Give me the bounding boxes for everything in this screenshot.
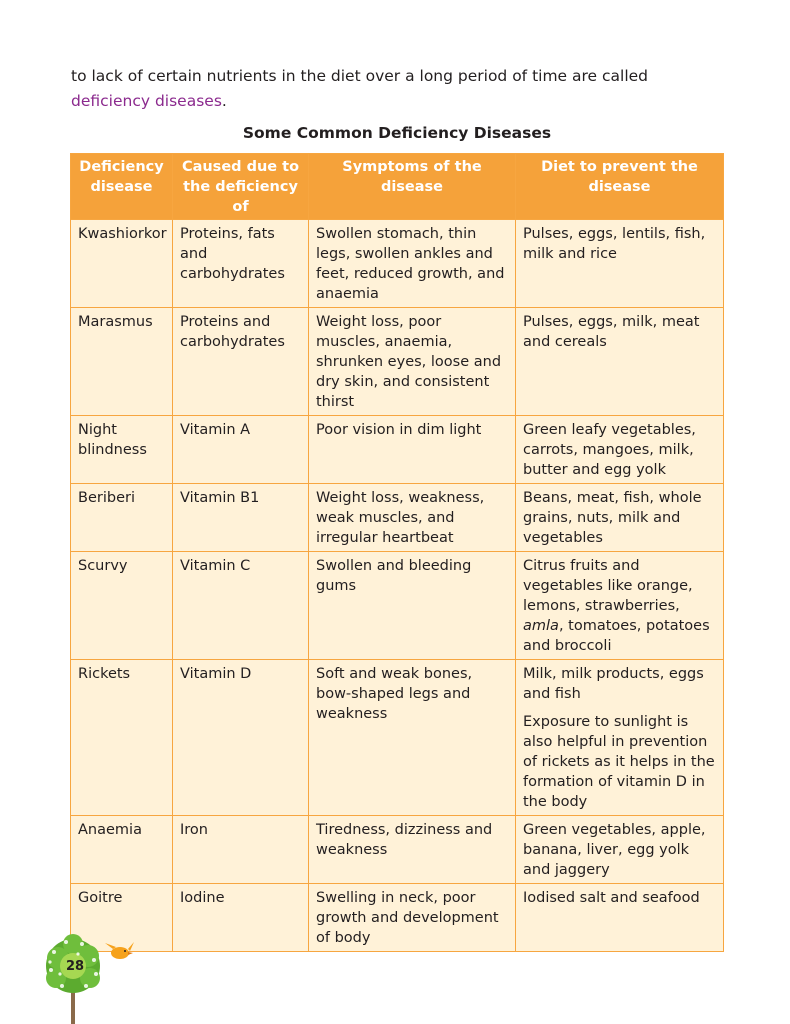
- header-symptoms: Symptoms of the disease: [309, 154, 516, 220]
- cell-disease: Night blindness: [71, 416, 173, 484]
- cell-diet: Green leafy vegetables, carrots, mangoes, milk, butter and egg yolk: [516, 416, 724, 484]
- diet-text-italic: amla: [523, 618, 559, 634]
- cell-symptoms: Swelling in neck, poor growth and development of body: [309, 884, 516, 952]
- cell-symptoms: Swollen stomach, thin legs, swollen ankles and feet, reduced growth, and anaemia: [309, 220, 516, 308]
- cell-cause: Iron: [173, 816, 309, 884]
- table-row: [71, 308, 724, 416]
- cell-cause: Proteins and carbohydrates: [173, 308, 309, 416]
- tree-icon: [42, 930, 142, 1024]
- cell-diet: Green vegetables, apple, banana, liver, egg yolk and jaggery: [516, 816, 724, 884]
- diet-note: Exposure to sunlight is also helpful in prevention of rickets as it helps in the formation of vitamin D in the body: [523, 714, 715, 810]
- header-cause: Caused due to the deficiency of: [173, 154, 309, 220]
- table-row: [71, 660, 724, 816]
- cell-diet: Iodised salt and seafood: [516, 884, 724, 952]
- intro-end: .: [221, 92, 227, 110]
- diet-text-after: , tomatoes, potatoes and broccoli: [523, 618, 710, 654]
- cell-disease: Scurvy: [71, 552, 173, 660]
- cell-cause: Vitamin D: [173, 660, 309, 816]
- cell-cause: Vitamin B1: [173, 484, 309, 552]
- cell-disease: Rickets: [71, 660, 173, 816]
- cell-cause: Vitamin C: [173, 552, 309, 660]
- cell-diet: Pulses, eggs, lentils, fish, milk and rice: [516, 220, 724, 308]
- cell-cause: Iodine: [173, 884, 309, 952]
- intro-paragraph: [71, 64, 731, 114]
- table-row: [71, 552, 724, 660]
- cell-symptoms: Swollen and bleeding gums: [309, 552, 516, 660]
- cell-symptoms: Weight loss, weakness, weak muscles, and irregular heartbeat: [309, 484, 516, 552]
- bird-icon: [105, 942, 134, 959]
- cell-symptoms: Soft and weak bones, bow-shaped legs and weakness: [309, 660, 516, 816]
- table-row: [71, 884, 724, 952]
- cell-diet: [516, 552, 724, 660]
- cell-diet: [516, 660, 724, 816]
- table-row: [71, 416, 724, 484]
- table-row: [71, 484, 724, 552]
- cell-symptoms: Weight loss, poor muscles, anaemia, shrunken eyes, loose and dry skin, and consistent thirst: [309, 308, 516, 416]
- deficiency-table: [70, 153, 724, 952]
- header-diet: Diet to prevent the disease: [516, 154, 724, 220]
- table-row: [71, 220, 724, 308]
- header-disease: Deficiency disease: [71, 154, 173, 220]
- cell-symptoms: Tiredness, dizziness and weakness: [309, 816, 516, 884]
- table-row: [71, 816, 724, 884]
- cell-disease: Beriberi: [71, 484, 173, 552]
- intro-text: to lack of certain nutrients in the diet over a long period of time are called: [71, 67, 649, 85]
- cell-symptoms: Poor vision in dim light: [309, 416, 516, 484]
- cell-disease: Kwashiorkor: [71, 220, 173, 308]
- cell-disease: Anaemia: [71, 816, 173, 884]
- table-header-row: [71, 154, 724, 220]
- diet-text-before: Citrus fruits and vegetables like orange, lemons, strawberries,: [523, 558, 693, 614]
- cell-diet: Beans, meat, fish, whole grains, nuts, milk and vegetables: [516, 484, 724, 552]
- cell-diet: Pulses, eggs, milk, meat and cereals: [516, 308, 724, 416]
- cell-cause: Proteins, fats and carbohydrates: [173, 220, 309, 308]
- cell-disease: Goitre: [71, 884, 173, 952]
- diet-text: Milk, milk products, eggs and fish: [523, 666, 704, 702]
- page-number: 28: [65, 959, 85, 974]
- cell-cause: Vitamin A: [173, 416, 309, 484]
- intro-term: deficiency diseases: [71, 92, 222, 110]
- cell-disease: Marasmus: [71, 308, 173, 416]
- table-caption: Some Common Deficiency Diseases: [242, 124, 552, 142]
